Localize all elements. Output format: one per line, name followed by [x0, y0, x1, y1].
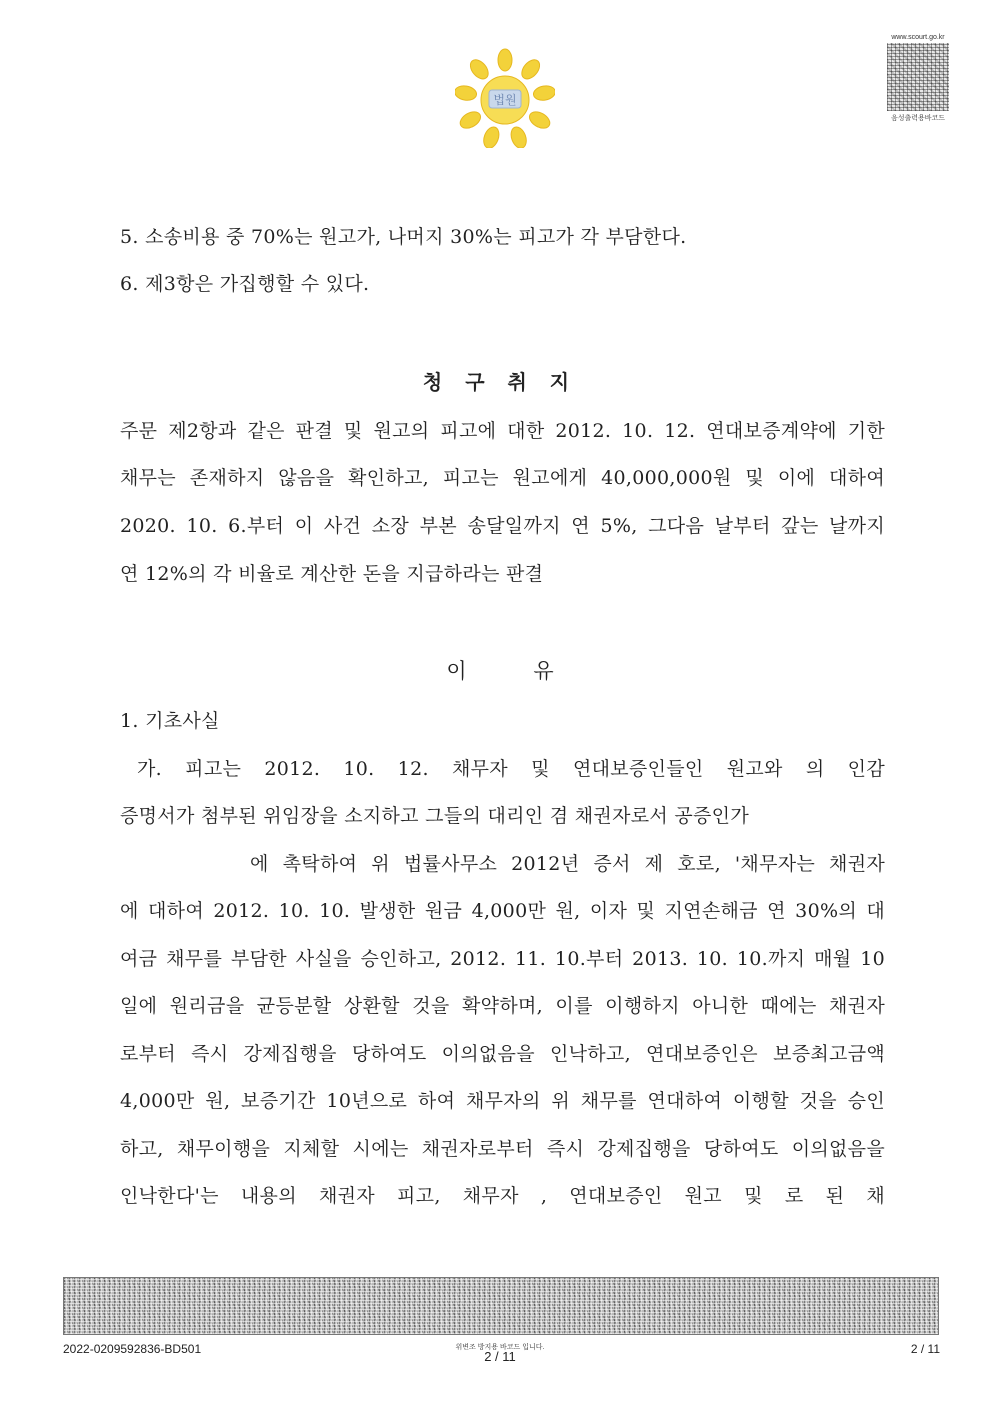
reasons-line: 에 대하여 2012. 10. 10. 발생한 원금 4,000만 원, 이자 및 지연손해금 연 30%의 대	[120, 900, 885, 922]
reasons-line: 가. 피고는 2012. 10. 12. 채무자 및 연대보증인들인 원고와 의 인감	[137, 758, 885, 780]
reasons-line: 로부터 즉시 강제집행을 당하여도 이의없음을 인낙하고, 연대보증인은 보증최고금액	[120, 1043, 885, 1065]
claim-line: 채무는 존재하지 않음을 확인하고, 피고는 원고에게 40,000,000원 및 이에 대하여	[120, 467, 885, 489]
section-title: 1. 기초사실	[120, 710, 220, 732]
reasons-line: 하고, 채무이행을 지체할 시에는 채권자로부터 즉시 강제집행을 당하여도 이의없음을	[120, 1138, 885, 1160]
reasons-line: 일에 원리금을 균등분할 상환할 것을 확약하며, 이를 이행하지 아니한 때에는 채권자	[120, 995, 885, 1017]
qr-code-icon	[887, 43, 949, 111]
order-item: 6. 제3항은 가집행할 수 있다.	[120, 273, 370, 295]
order-item: 5. 소송비용 중 70%는 원고가, 나머지 30%는 피고가 각 부담한다.	[120, 226, 687, 248]
reasons-heading: 이 유	[446, 659, 554, 683]
document-id: 2022-0209592836-BD501	[63, 1342, 202, 1356]
qr-url: www.scourt.go.kr	[891, 34, 945, 41]
claim-line: 연 12%의 각 비율로 계산한 돈을 지급하라는 판결	[120, 563, 544, 585]
reasons-line: 인낙한다'는 내용의 채권자 피고, 채무자 , 연대보증인 원고 및 로 된 채	[120, 1185, 885, 1207]
reasons-line: 4,000만 원, 보증기간 10년으로 하여 채무자의 위 채무를 연대하여 이행할 것을 승인	[120, 1090, 885, 1112]
page-number: 2 / 11	[910, 1342, 940, 1356]
court-emblem	[455, 48, 555, 148]
reasons-line: 증명서가 첨부된 위임장을 소지하고 그들의 대리인 겸 채권자로서 공증인가	[120, 805, 749, 827]
claim-line: 2020. 10. 6.부터 이 사건 소장 부본 송달일까지 연 5%, 그다음 날부터 갚는 날까지	[120, 515, 885, 537]
qr-caption: 음성출력용바코드	[890, 115, 946, 122]
qr-code-block	[880, 34, 956, 130]
claim-heading: 청 구 취 지	[422, 370, 578, 394]
anti-forgery-barcode	[63, 1277, 939, 1335]
footer-center	[420, 1342, 580, 1364]
reasons-line: 에 촉탁하여 위 법률사무소 2012년 증서 제 호로, '채무자는 채권자	[250, 853, 885, 875]
court-emblem-icon	[455, 48, 555, 148]
emblem-text: 법원	[493, 93, 517, 107]
center-page-number: 2 / 11	[484, 1349, 516, 1364]
claim-line: 주문 제2항과 같은 판결 및 원고의 피고에 대한 2012. 10. 12. 연대보증계약에 기한	[120, 420, 885, 442]
barcode-notice: 위변조 방지용 바코드 입니다.	[455, 1344, 545, 1351]
reasons-line: 여금 채무를 부담한 사실을 승인하고, 2012. 11. 10.부터 2013. 10. 10.까지 매월 10	[120, 948, 885, 970]
